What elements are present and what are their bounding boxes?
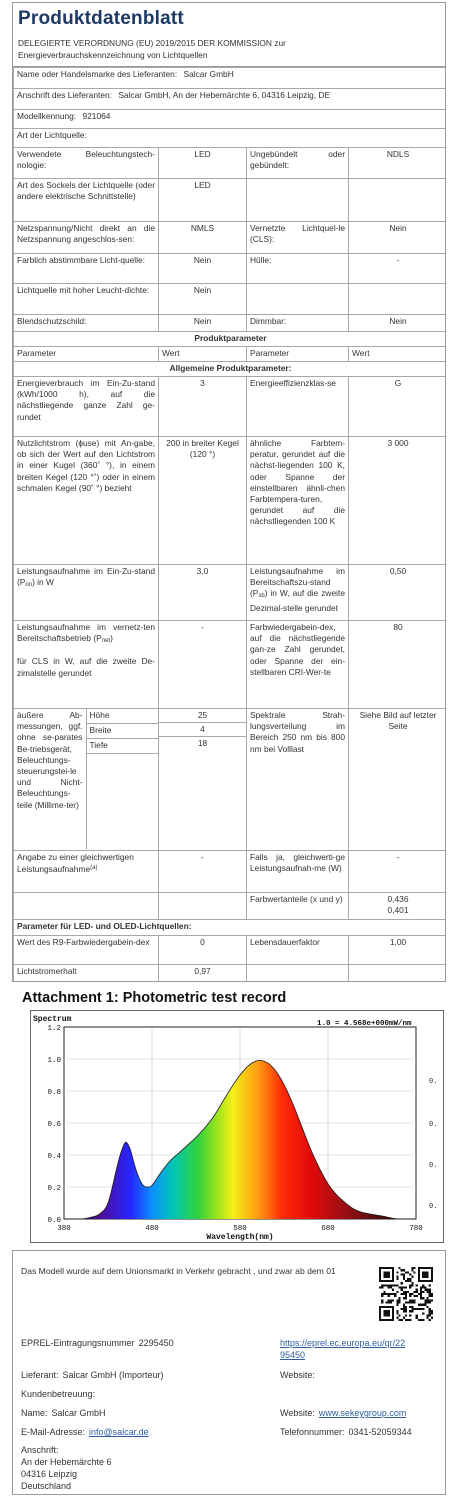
spectrum-chart (30, 1010, 444, 1243)
spectrum-area (64, 1060, 416, 1219)
chroma-empty-1 (14, 893, 159, 920)
standby-sub: sb (258, 593, 265, 600)
equiv-label-text: Angabe zu einer gleichwertigen Leistungsaufnahme (17, 852, 134, 875)
light-type-label: Verwendete Beleuchtungstech-nologie: (14, 148, 159, 179)
col-value-1: Wert (159, 347, 247, 362)
general-param-value: 200 in breiter Kegel (120 °) (159, 437, 247, 565)
website-label: Website: (280, 1370, 315, 1380)
model-row (14, 110, 447, 129)
model-label: Modellkennung: (17, 111, 77, 121)
y-tick-label: 0.0 (47, 1217, 61, 1225)
light-type-label-2 (247, 179, 349, 222)
life-factor-value: 1,00 (349, 936, 447, 965)
light-type-header: Art der Lichtquelle: (14, 129, 447, 148)
light-type-label-2: Ungebündelt oder gebündelt: (247, 148, 349, 179)
light-type-row (14, 222, 447, 254)
x-tick-label: 480 (145, 1225, 159, 1233)
datasheet-table (13, 67, 446, 982)
life-factor-label: Lebensdauerfaktor (247, 936, 349, 965)
light-type-value-2: - (349, 254, 447, 284)
r9-value: 0 (159, 936, 247, 965)
spectrum-svg (31, 1011, 443, 1242)
general-param-label: Energieverbrauch im Ein-Zu-stand (kWh/1000 h), auf die nächstliegende ganze Zahl ge-rundet (14, 377, 159, 437)
address-line-1: An der Hebemärchte 6 (21, 1457, 112, 1467)
right-edge-ticks (429, 1078, 437, 1211)
eprel-link-line-2[interactable]: 95450 (280, 1350, 306, 1360)
y-tick-label: 0.2 (47, 1185, 61, 1193)
eprel-card (12, 1250, 446, 1495)
website2-label: Website: (280, 1408, 315, 1418)
contact-name-label: Name: (21, 1408, 48, 1418)
flux-empty-2 (349, 965, 447, 983)
light-type-value-2 (349, 179, 447, 222)
standby-label (247, 565, 349, 621)
net-standby-label (14, 621, 159, 709)
email-link[interactable]: info@salcar.de (89, 1427, 149, 1437)
y-tick-label: 1.2 (47, 1025, 61, 1033)
attachment-title: Attachment 1: Photometric test record (22, 990, 287, 1006)
equiv-value: - (159, 851, 247, 893)
light-type-label: Blendschutzschild: (14, 315, 159, 332)
general-params-header: Allgemeine Produktparameter: (14, 362, 447, 377)
datasheet-title: Produktdatenblatt (18, 8, 184, 29)
light-type-value: Nein (159, 284, 247, 315)
chroma-values (349, 893, 447, 920)
light-type-row (14, 315, 447, 332)
chart-label: Spectrum (33, 1015, 72, 1024)
website2-row (280, 1407, 406, 1419)
regulation-text (18, 37, 440, 61)
eprel-label: EPREL-Eintragungsnummer (21, 1338, 135, 1348)
r9-label: Wert des R9-Farbwiedergabein-dex (14, 936, 159, 965)
dim-name-width: Breite (86, 723, 158, 738)
power-on-label-text: Leistungsaufnahme im Ein-Zu-stand (P (17, 566, 155, 588)
chroma-empty-2 (159, 893, 247, 920)
light-type-row (14, 284, 447, 315)
general-param-label-2: ähnliche Farbtem-peratur, gerundet auf die nächst-liegenden 100 K, oder Spanne der einstellbaren ähnli-chen Farbtempera-turen, gerundet auf die nächstliegenden 100 K (247, 437, 349, 565)
supplier-value: Salcar GmbH (Importeur) (62, 1370, 164, 1380)
chroma-x: 0,436 (387, 894, 409, 904)
light-type-value-2: NDLS (349, 148, 447, 179)
x-tick-label: 680 (321, 1225, 335, 1233)
x-tick-label: 780 (409, 1225, 423, 1233)
general-param-row (14, 377, 447, 437)
light-type-value: Nein (159, 315, 247, 332)
light-type-label: Netzspannung/Nicht direkt an die Netzspannung angeschlos-sen: (14, 222, 159, 254)
light-type-value: Nein (159, 254, 247, 284)
contact-name-row (21, 1407, 106, 1419)
eprel-row (21, 1337, 174, 1349)
power-on-label (14, 565, 159, 621)
light-type-label-2: Dimmbar: (247, 315, 349, 332)
website2-link[interactable]: www.sekeygroup.com (318, 1408, 407, 1418)
address-line-2: 04316 Leipzig (21, 1469, 78, 1479)
spectral-label: Spektrale Strah-lungsverteilung im Bereich 250 nm bis 800 nm bei Volllast (247, 709, 349, 851)
dim-name-height: Höhe (86, 709, 158, 723)
supplier-address-label: Anschrift des Lieferanten: (17, 90, 112, 100)
dim-value-depth: 18 (197, 738, 208, 749)
email-label: E-Mail-Adresse: (21, 1427, 86, 1437)
equiv-footnote: (a) (90, 865, 98, 872)
general-param-value: 3 (159, 377, 247, 437)
light-type-label-2: Hülle: (247, 254, 349, 284)
regulation-line-1: DELEGIERTE VERORDNUNG (EU) 2019/2015 DER KOMMISSION zur (18, 38, 286, 48)
product-params-header: Produktparameter (14, 332, 447, 347)
flux-maint-label: Lichtstromerhalt (14, 965, 159, 983)
right-tick-2: 0. (429, 1121, 438, 1129)
light-type-label: Lichtquelle mit hoher Leucht-dichte: (14, 284, 159, 315)
equiv-power-value: - (349, 851, 447, 893)
dimensions-label: äußere Ab-messungen, ggf. ohne se-parates Be-triebsgerät, Beleuchtungs-steuerungstei-le und Nicht-Beleuchtungs-teile (Millime-ter) (14, 709, 86, 849)
phone-value: 0341-52059344 (348, 1427, 412, 1437)
light-type-value-2: Nein (349, 315, 447, 332)
light-type-rows (14, 148, 447, 332)
chroma-label: Farbwertanteile (x und y) (247, 893, 349, 920)
x-axis-label: Wavelength(nm) (206, 1233, 274, 1242)
light-type-label-2: Vernetzte Lichtquel-le (CLS): (247, 222, 349, 254)
qr-code-icon[interactable] (379, 1267, 433, 1321)
supplier-label: Lieferant: (21, 1370, 59, 1380)
led-params-header: Parameter für LED- und OLED-Lichtquellen: (14, 920, 447, 936)
col-value-2: Wert (349, 347, 447, 362)
email-row (21, 1426, 149, 1438)
power-on-unit: ) in W (32, 577, 54, 588)
general-param-row (14, 437, 447, 565)
flux-maint-value: 0,97 (159, 965, 247, 983)
general-param-label-2: Energieeffizienzklas-se (247, 377, 349, 437)
general-param-value-2: G (349, 377, 447, 437)
address-label: Anschrift: (21, 1445, 59, 1455)
market-text: Das Modell wurde auf dem Unionsmarkt in Verkehr gebracht , und zwar ab dem 01 (21, 1266, 336, 1276)
net-standby-label-text: Leistungsaufnahme im vernetz-ten Bereitschaftsbetrieb (P (17, 622, 155, 644)
general-param-value-2: 3 000 (349, 437, 447, 565)
y-tick-label: 1.0 (47, 1057, 61, 1065)
product-datasheet (12, 2, 446, 982)
cri-value: 80 (349, 621, 447, 709)
light-type-value-2 (349, 284, 447, 315)
dim-value-height: 25 (159, 709, 246, 723)
dim-value-width: 4 (159, 723, 246, 737)
right-tick-3: 0. (429, 1162, 438, 1170)
eprel-number: 2295450 (138, 1338, 174, 1348)
light-type-row (14, 179, 447, 222)
supplier-name-label: Name oder Handelsmarke des Lieferanten: (17, 69, 178, 79)
dim-name-depth: Tiefe (86, 738, 158, 753)
supplier-address-value: Salcar GmbH, An der Hebemärchte 6, 04316 Leipzig, DE (118, 90, 331, 100)
standby-label-text: Leistungsaufnahme im Bereitschaftszu-stand (P (250, 566, 345, 599)
supplier-row (21, 1369, 164, 1381)
dimensions-table (14, 709, 158, 849)
general-param-label: Nutzlichtstrom (ɸuse) mit An-gabe, ob sich der Wert auf den Lichtstrom in einer Kugel (360˚ °), in einem breiten Kegel (120 °˚) oder in einem schmalen Kegel (90˚ °) bezieht (14, 437, 159, 565)
phone-label: Telefonnummer: (280, 1427, 345, 1437)
power-on-sub: on (25, 582, 33, 589)
light-type-label-2 (247, 284, 349, 315)
flux-empty-1 (247, 965, 349, 983)
net-standby-label-note: für CLS in W, auf die zweite De-zimalstelle gerundet (17, 656, 155, 678)
light-type-row (14, 254, 447, 284)
dimensions-values (159, 709, 246, 751)
support-label: Kundenbetreuung: (21, 1389, 96, 1399)
supplier-address-row (14, 89, 447, 110)
dimensions-cell (14, 709, 159, 851)
col-param-2: Parameter (247, 347, 349, 362)
model-value: 921064 (82, 111, 111, 121)
phone-row (280, 1426, 412, 1438)
contact-name-value: Salcar GmbH (51, 1408, 106, 1418)
datasheet-header (13, 3, 445, 67)
light-type-value-2: Nein (349, 222, 447, 254)
x-tick-label: 580 (233, 1225, 247, 1233)
spectral-value: Siehe Bild auf letzter Seite (349, 709, 447, 851)
standby-label-rest: ) in W, auf die zweite Dezimal-stelle gerundet (250, 588, 345, 613)
eprel-link-line-1[interactable]: https://eprel.ec.europa.eu/qr/22 (280, 1338, 406, 1348)
net-standby-label-close: ) (110, 633, 113, 644)
chroma-y: 0,401 (387, 905, 409, 916)
supplier-name-value: Salcar GmbH (183, 69, 234, 79)
chart-legend: 1.0 = 4.568e+000mW/nm (317, 1020, 412, 1028)
dimensions-values-cell (159, 709, 247, 851)
y-tick-label: 0.4 (47, 1153, 61, 1161)
equiv-power-label: Falls ja, gleichwerti-ge Leistungsaufnah-me (W) (247, 851, 349, 893)
light-type-value: NMLS (159, 222, 247, 254)
light-type-value: LED (159, 148, 247, 179)
light-type-label: Farblich abstimmbare Licht-quelle: (14, 254, 159, 284)
right-tick-1: 0. (429, 1078, 438, 1086)
right-tick-4: 0. (429, 1203, 438, 1211)
equiv-label (14, 851, 159, 893)
net-standby-value: - (159, 621, 247, 709)
light-type-label: Art des Sockels der Lichtquelle (oder andere elektrische Schnittstelle) (14, 179, 159, 222)
general-param-rows (14, 377, 447, 565)
col-param-1: Parameter (14, 347, 159, 362)
supplier-name-row (14, 68, 447, 89)
light-type-value: LED (159, 179, 247, 222)
light-type-row (14, 148, 447, 179)
standby-value: 0,50 (349, 565, 447, 621)
regulation-line-2: Energieverbrauchskennzeichnung von Lichtquellen (18, 50, 208, 60)
y-tick-label: 0.6 (47, 1121, 61, 1129)
address-line-3: Deutschland (21, 1481, 72, 1491)
dim-name-spacer (86, 753, 158, 849)
cri-label: Farbwiedergabein-dex, auf die nächstliegende gan-ze Zahl gerundet, oder Spanne der ein-stellbaren CRI-Wer-te (247, 621, 349, 709)
net-standby-sub: net (101, 638, 111, 645)
x-tick-label: 380 (57, 1225, 71, 1233)
y-tick-label: 0.8 (47, 1089, 61, 1097)
power-on-value: 3,0 (159, 565, 247, 621)
